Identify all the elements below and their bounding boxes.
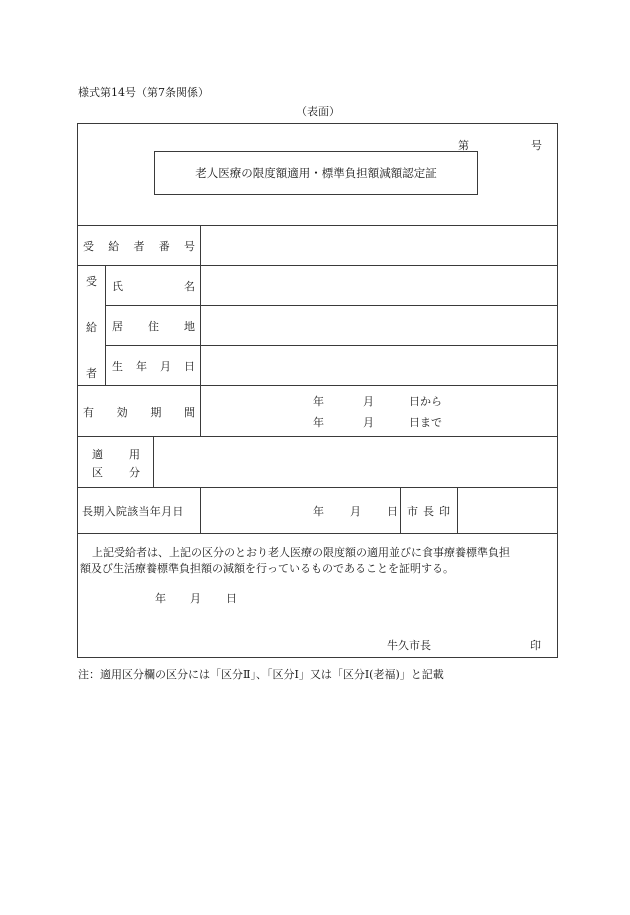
long-stay-month: 月: [350, 505, 361, 518]
recipient-group-char-2: 給: [86, 321, 97, 334]
category-label-bottom: 区 分: [92, 466, 140, 479]
statement-line-1: 上記受給者は、上記の区分のとおり老人医療の限度額の適用並びに食事療養標準負担: [92, 546, 510, 559]
validity-to-year: 年: [313, 416, 324, 429]
issuer-name: 牛久市長: [387, 639, 431, 652]
certificate-title: 老人医療の限度額適用・標準負担額減額認定証: [195, 166, 437, 180]
validity-from-day: 日から: [409, 395, 442, 408]
certificate-title-box: [154, 151, 478, 195]
validity-to-month: 月: [363, 416, 374, 429]
long-stay-day: 日: [387, 505, 398, 518]
validity-from-year: 年: [313, 395, 324, 408]
long-stay-date-label: 長期入院該当年月日: [82, 505, 184, 518]
address-label: 居 住 地: [112, 320, 195, 333]
recipient-group-char-3: 者: [86, 367, 97, 380]
validity-label: 有 効 期 間: [83, 406, 195, 419]
statement-date-year: 年: [155, 592, 166, 605]
validity-to-day: 日まで: [409, 416, 442, 429]
mayor-seal-label: 市 長 印: [407, 505, 450, 518]
form-number: 様式第14号（第7条関係）: [78, 86, 209, 99]
birth-date-label: 生 年 月 日: [112, 360, 195, 373]
statement-date-month: 月: [190, 592, 201, 605]
number-prefix: 第: [458, 139, 469, 152]
validity-from-month: 月: [363, 395, 374, 408]
recipient-number-label: 受 給 者 番 号: [83, 240, 195, 253]
number-suffix: 号: [531, 139, 542, 152]
long-stay-year: 年: [313, 505, 324, 518]
side-label: （表面）: [296, 105, 340, 118]
issuer-seal: 印: [530, 639, 541, 652]
recipient-group-char-1: 受: [86, 275, 97, 288]
name-label: 氏 名: [112, 280, 195, 293]
statement-date-day: 日: [226, 592, 237, 605]
statement-line-2: 額及び生活療養標準負担額の減額を行っているものであることを証明する。: [80, 562, 454, 575]
category-label-top: 適 用: [92, 448, 140, 461]
footnote: 注：適用区分欄の区分には「区分Ⅱ」、「区分Ⅰ」又は「区分Ⅰ(老福)」と記載: [78, 668, 444, 681]
